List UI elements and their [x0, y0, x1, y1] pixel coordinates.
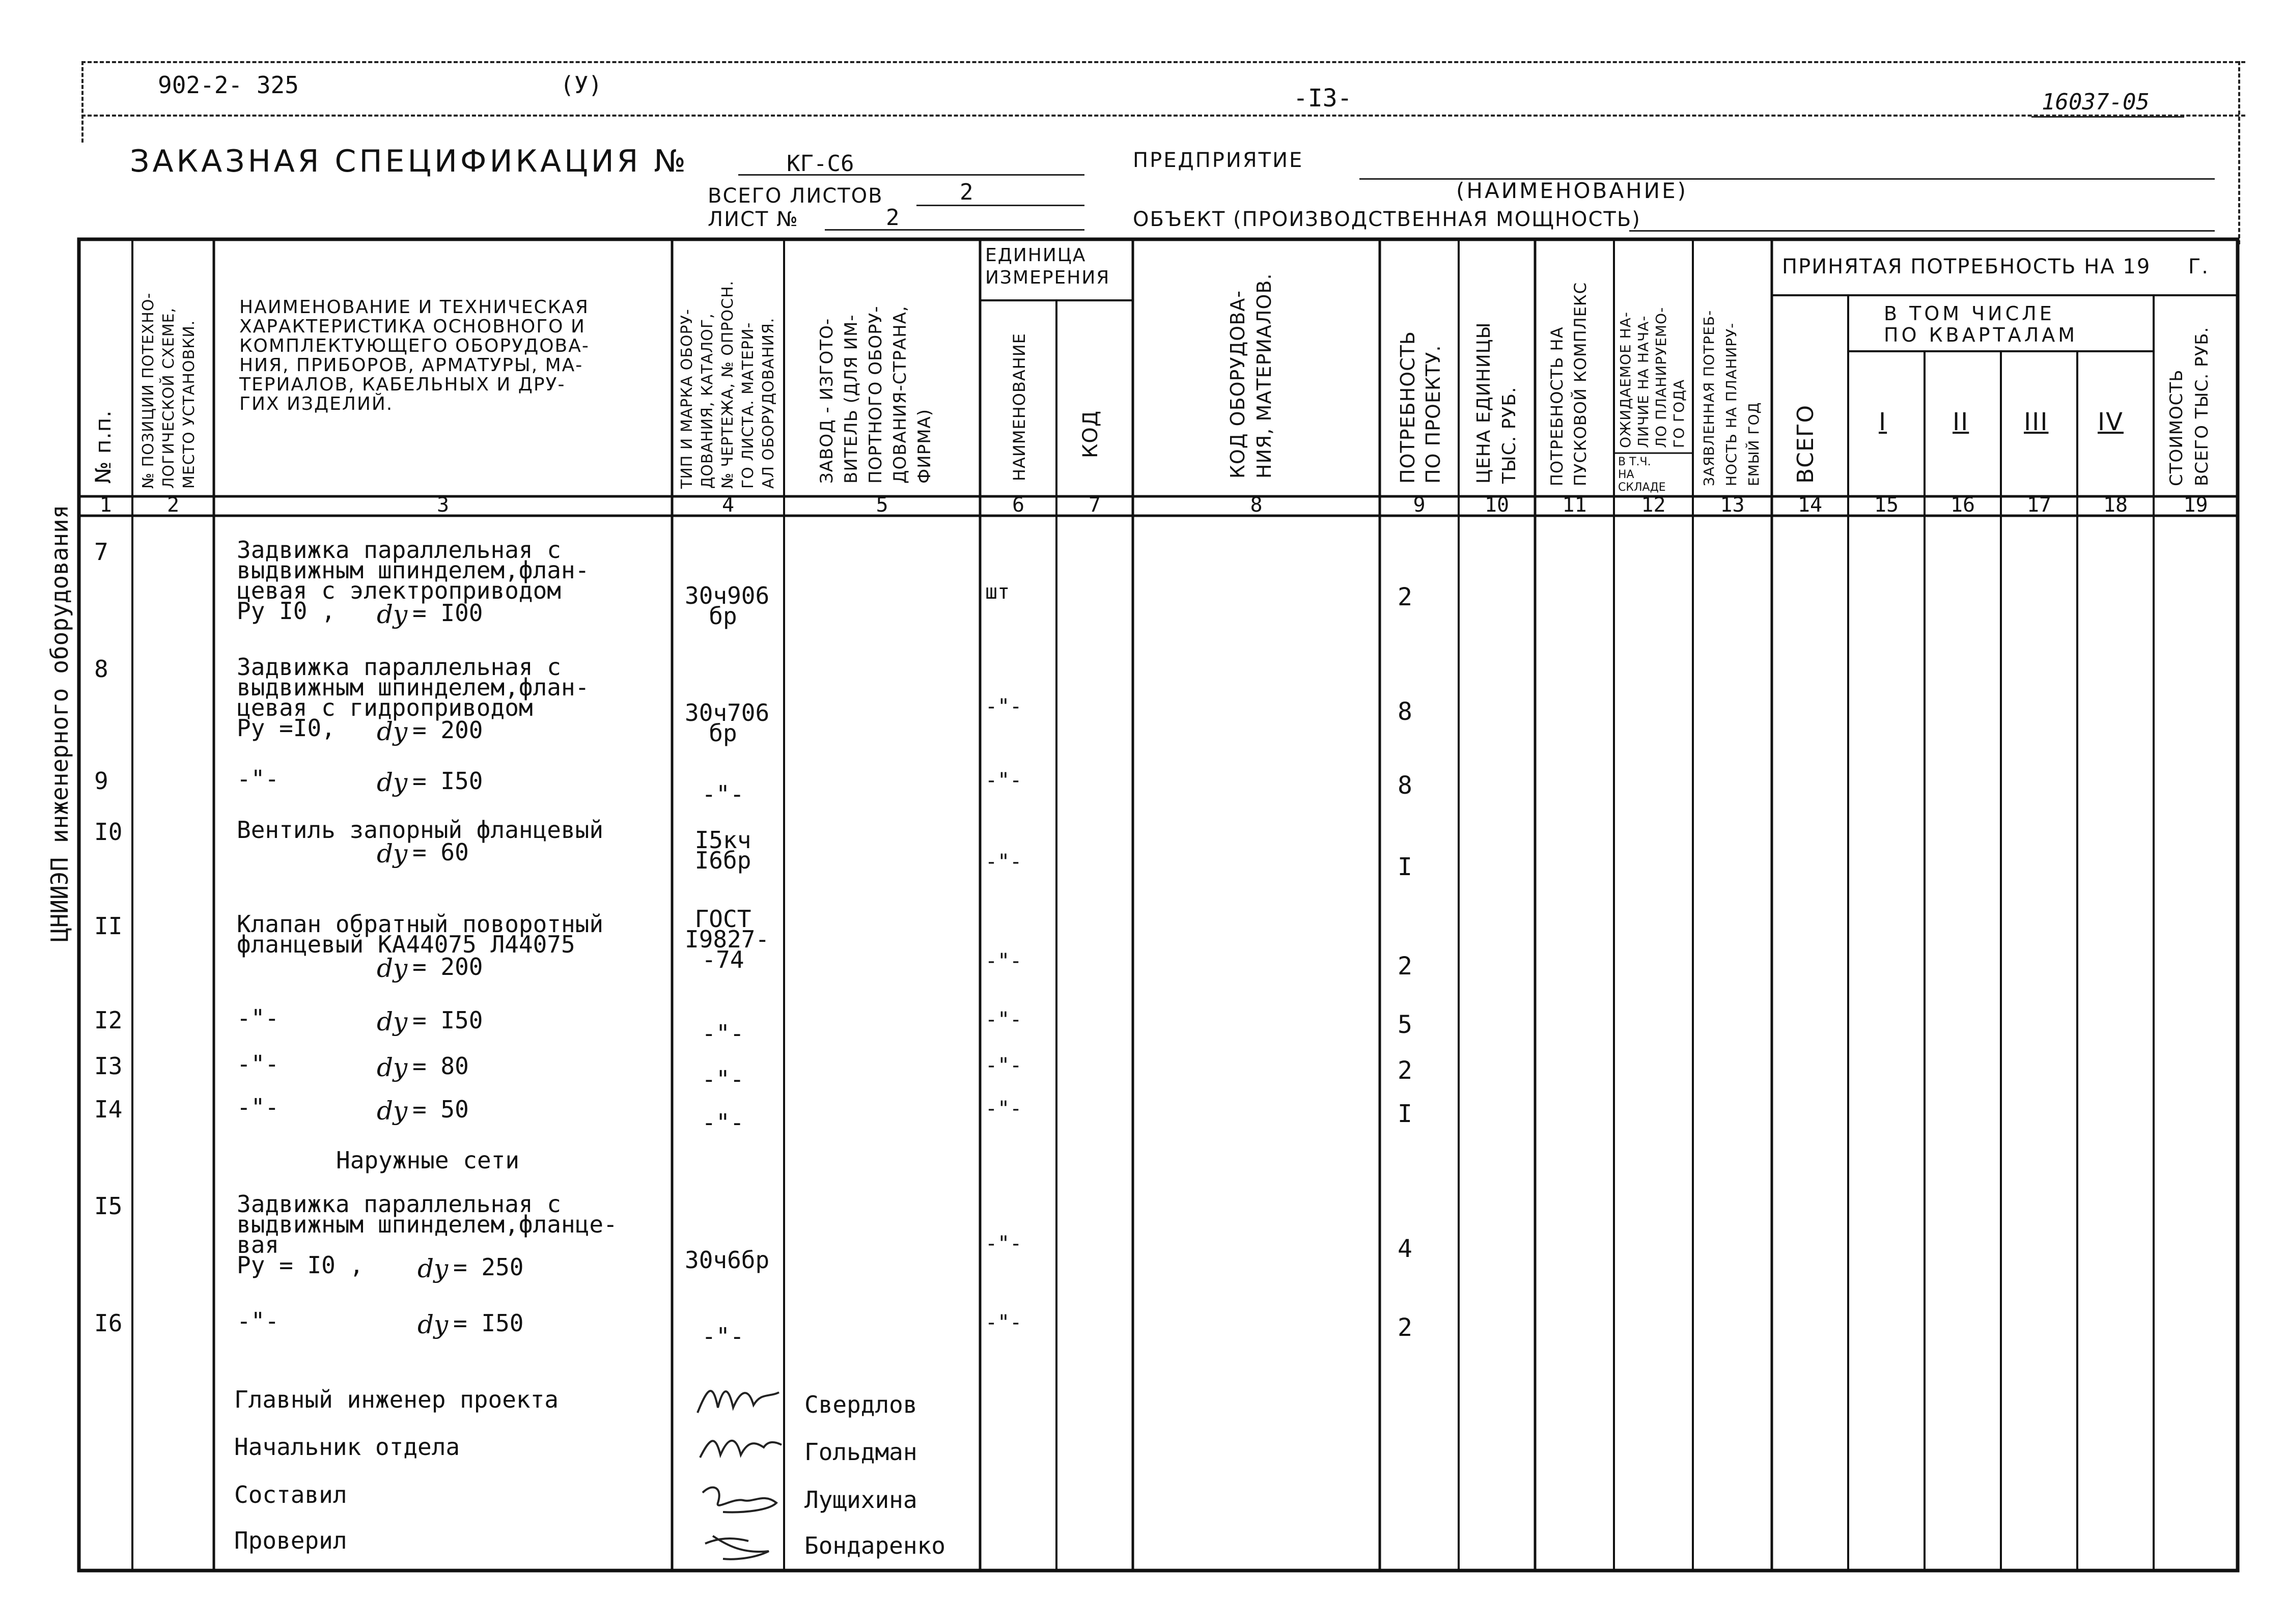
quantity: 2 — [1398, 583, 1412, 611]
header-quarter-3: III — [2024, 408, 2049, 436]
column-number: 13 — [1720, 493, 1745, 517]
quantity: 2 — [1398, 1056, 1412, 1085]
row-number: I6 — [94, 1309, 123, 1337]
nominal-diameter: = I00 — [412, 599, 483, 627]
item-type: ГОСТ I9827- -74 — [685, 905, 770, 973]
signature-name: Гольдман — [804, 1438, 917, 1466]
item-type: -"- — [702, 1066, 744, 1093]
unit-name: -"- — [985, 769, 1022, 792]
dy-symbol: dy — [377, 1096, 408, 1126]
item-type: -"- — [702, 1323, 744, 1350]
unit-name: -"- — [985, 1054, 1022, 1077]
unit-name: -"- — [985, 1097, 1022, 1121]
quantity: 2 — [1398, 952, 1412, 981]
nominal-diameter: = 80 — [412, 1052, 469, 1080]
row-number: I3 — [94, 1052, 123, 1080]
handwritten-signature — [692, 1424, 794, 1470]
column-number: 11 — [1562, 493, 1587, 517]
document-mark: (У) — [560, 71, 603, 99]
item-name: Задвижка параллельная с выдвижным шпинделем,флан- цевая с гидроприводом Ру =I0, — [237, 653, 590, 742]
column-number: 2 — [166, 493, 180, 517]
name-caption: (НАИМЕНОВАНИЕ) — [1456, 178, 1688, 203]
header-col-2: № ПОЗИЦИИ ПОТЕХНО- ЛОГИЧЕСКОЙ СХЕМЕ, МЕСТО УСТАНОВКИ. — [140, 292, 198, 489]
quantity: I — [1398, 853, 1412, 881]
item-type: 30ч6бр — [685, 1246, 770, 1274]
row-number: I4 — [94, 1096, 123, 1123]
unit-name: -"- — [985, 1232, 1022, 1255]
row-number: I2 — [94, 1006, 123, 1034]
row-number: I0 — [94, 818, 123, 846]
column-number: 15 — [1874, 493, 1899, 517]
header-col-1: № п.п. — [91, 410, 116, 484]
header-col-7: КОД — [1079, 410, 1102, 458]
page-number: -I3- — [1293, 84, 1352, 113]
item-name: Клапан обратный поворотный фланцевый КА44075 Л44075 — [237, 910, 604, 958]
header-quarter-1: I — [1879, 408, 1887, 436]
spec-title: ЗАКАЗНАЯ СПЕЦИФИКАЦИЯ № — [130, 144, 689, 179]
signature-role: Начальник отдела — [234, 1433, 460, 1461]
row-number: 9 — [94, 767, 108, 795]
header-col-12: ОЖИДАЕМОЕ НА- ЛИЧИЕ НА НАЧА- ЛО ПЛАНИРУЕМО- ГО ГОДА — [1617, 306, 1687, 448]
column-number: 17 — [2026, 493, 2052, 517]
column-number: 7 — [1088, 493, 1101, 517]
unit-name: -"- — [985, 1008, 1022, 1031]
dy-symbol: dy — [377, 954, 408, 983]
row-number: 8 — [94, 655, 108, 683]
item-name: -"- — [237, 1094, 280, 1121]
object-label: ОБЪЕКТ (ПРОИЗВОДСТВЕННАЯ МОЩНОСТЬ) — [1133, 208, 1641, 231]
quantity: 8 — [1398, 771, 1412, 800]
dy-symbol: dy — [377, 768, 408, 797]
sheets-total-value: 2 — [960, 179, 973, 205]
row-number: I5 — [94, 1192, 123, 1220]
enterprise-label: ПРЕДПРИЯТИЕ — [1133, 149, 1304, 172]
nominal-diameter: = I50 — [412, 1006, 483, 1034]
column-number: 12 — [1641, 493, 1666, 517]
unit-name: -"- — [985, 695, 1022, 718]
column-number: 18 — [2103, 493, 2128, 517]
signature-role: Проверил — [234, 1527, 347, 1554]
item-type: 30ч706 бр — [685, 699, 770, 747]
signature-name: Свердлов — [804, 1391, 917, 1418]
quantity: 2 — [1398, 1313, 1412, 1342]
row-number: 7 — [94, 538, 108, 566]
dy-symbol: dy — [377, 600, 408, 629]
item-type: -"- — [702, 1109, 744, 1136]
item-name: -"- — [237, 1307, 280, 1335]
item-name: -"- — [237, 765, 280, 793]
signature-name: Бондаренко — [804, 1532, 945, 1559]
quantity: 8 — [1398, 697, 1412, 726]
nominal-diameter: = 200 — [412, 953, 483, 981]
item-type: 30ч906 бр — [685, 582, 770, 630]
dy-symbol: dy — [417, 1310, 449, 1339]
column-number: 6 — [1012, 493, 1025, 517]
header-unit-group: ЕДИНИЦА ИЗМЕРЕНИЯ — [985, 245, 1110, 288]
column-number: 5 — [876, 493, 888, 517]
column-number: 16 — [1950, 493, 1975, 517]
header-col-9: ПОТРЕБНОСТЬ ПО ПРОЕКТУ. — [1397, 331, 1444, 484]
dy-symbol: dy — [377, 717, 408, 746]
side-organisation-label: ЦНИИЭП инженерного оборудования — [46, 505, 73, 942]
item-name: Задвижка параллельная с выдвижным шпинделем,флан- цевая с электроприводом Ру I0 , — [237, 536, 590, 625]
dy-symbol: dy — [417, 1254, 449, 1283]
header-col-6: НАИМЕНОВАНИЕ — [1010, 332, 1029, 481]
section-heading: Наружные сети — [336, 1146, 520, 1174]
header-col-3: НАИМЕНОВАНИЕ И ТЕХНИЧЕСКАЯ ХАРАКТЕРИСТИКА ОСНОВНОГО И КОМПЛЕКТУЮЩЕГО ОБОРУДОВА- НИЯ, ПРИБОРОВ, АРМАТУРЫ, МА- ТЕРИАЛОВ, КАБЕЛЬНЫХ И ДРУ- ГИХ ИЗДЕЛИЙ. — [239, 297, 590, 414]
header-col-12-sub: В Т.Ч. НА СКЛАДЕ — [1618, 456, 1666, 494]
item-name: Задвижка параллельная с выдвижным шпинделем,фланце- вая Ру = I0 , — [237, 1190, 618, 1279]
header-accepted-demand: ПРИНЯТАЯ ПОТРЕБНОСТЬ НА 19 Г. — [1782, 255, 2209, 278]
quantity: 4 — [1398, 1235, 1412, 1263]
column-number: 3 — [436, 493, 450, 517]
header-quarter-4: IV — [2098, 408, 2124, 436]
nominal-diameter: = 60 — [412, 838, 469, 866]
nominal-diameter: = I50 — [453, 1309, 524, 1337]
nominal-diameter: = 200 — [412, 716, 483, 744]
sheet-number-label: ЛИСТ № — [708, 208, 799, 231]
quantity: 5 — [1398, 1011, 1412, 1039]
unit-name: шт — [985, 580, 1010, 604]
item-name: Вентиль запорный фланцевый — [237, 816, 604, 844]
quantity: I — [1398, 1100, 1412, 1128]
sheet-number-value: 2 — [886, 205, 900, 231]
column-number: 4 — [721, 493, 735, 517]
dy-symbol: dy — [377, 1053, 408, 1082]
header-col-14: ВСЕГО — [1793, 404, 1819, 484]
nominal-diameter: = 50 — [412, 1096, 469, 1123]
sheets-total-label: ВСЕГО ЛИСТОВ — [708, 184, 883, 208]
handwritten-signature — [692, 1377, 794, 1423]
item-type: -"- — [702, 780, 744, 808]
signature-role: Составил — [234, 1481, 347, 1508]
column-number: 19 — [2183, 493, 2208, 517]
header-col-8: КОД ОБОРУДОВА- НИЯ, МАТЕРИАЛОВ. — [1227, 273, 1275, 479]
header-quarters-caption: В ТОМ ЧИСЛЕ ПО КВАРТАЛАМ — [1884, 302, 2078, 346]
nominal-diameter: = I50 — [412, 767, 483, 795]
handwritten-signature — [692, 1518, 794, 1564]
header-col-5: ЗАВОД - ИЗГОТО- ВИТЕЛЬ (ДЛЯ ИМ- ПОРТНОГО ОБОРУ- ДОВАНИЯ-СТРАНА, ФИРМА) — [817, 305, 935, 484]
unit-name: -"- — [985, 949, 1022, 973]
header-quarter-2: II — [1953, 408, 1969, 436]
column-number: 1 — [99, 493, 112, 517]
signature-role: Главный инженер проекта — [234, 1386, 559, 1413]
column-number: 10 — [1484, 493, 1510, 517]
column-number: 9 — [1413, 493, 1426, 517]
document-code: 902-2- 325 — [158, 71, 299, 99]
row-number: II — [94, 912, 123, 940]
item-type: -"- — [702, 1020, 744, 1047]
item-type: I5кч I6бр — [694, 826, 751, 874]
column-number: 8 — [1250, 493, 1263, 517]
header-col-10: ЦЕНА ЕДИНИЦЫ ТЫС. РУБ. — [1473, 322, 1520, 484]
nominal-diameter: = 250 — [453, 1253, 524, 1281]
handwritten-signature — [692, 1472, 794, 1518]
signature-name: Лущихина — [804, 1486, 917, 1514]
dy-symbol: dy — [377, 1007, 408, 1037]
header-col-4: ТИП И МАРКА ОБОРУ- ДОВАНИЯ, КАТАЛОГ, № ЧЕРТЕЖА, № ОПРОСН. ГО ЛИСТА. МАТЕРИ- АЛ ОБОРУДОВАНИЯ. — [678, 280, 777, 489]
column-number: 14 — [1797, 493, 1823, 517]
spec-number: КГ-С6 — [787, 151, 854, 177]
dy-symbol: dy — [377, 839, 408, 869]
item-name: -"- — [237, 1004, 280, 1032]
header-col-19: СТОИМОСТЬ ВСЕГО ТЫС. РУБ. — [2166, 326, 2212, 486]
header-col-11: ПОТРЕБНОСТЬ НА ПУСКОВОЙ КОМПЛЕКС — [1547, 282, 1590, 486]
unit-name: -"- — [985, 850, 1022, 874]
inventory-number: 16037-05 — [2042, 89, 2150, 115]
item-name: -"- — [237, 1050, 280, 1078]
header-col-13: ЗАЯВЛЕННАЯ ПОТРЕБ- НОСТЬ НА ПЛАНИРУ- ЕМЫЙ ГОД — [1701, 310, 1762, 486]
unit-name: -"- — [985, 1311, 1022, 1334]
